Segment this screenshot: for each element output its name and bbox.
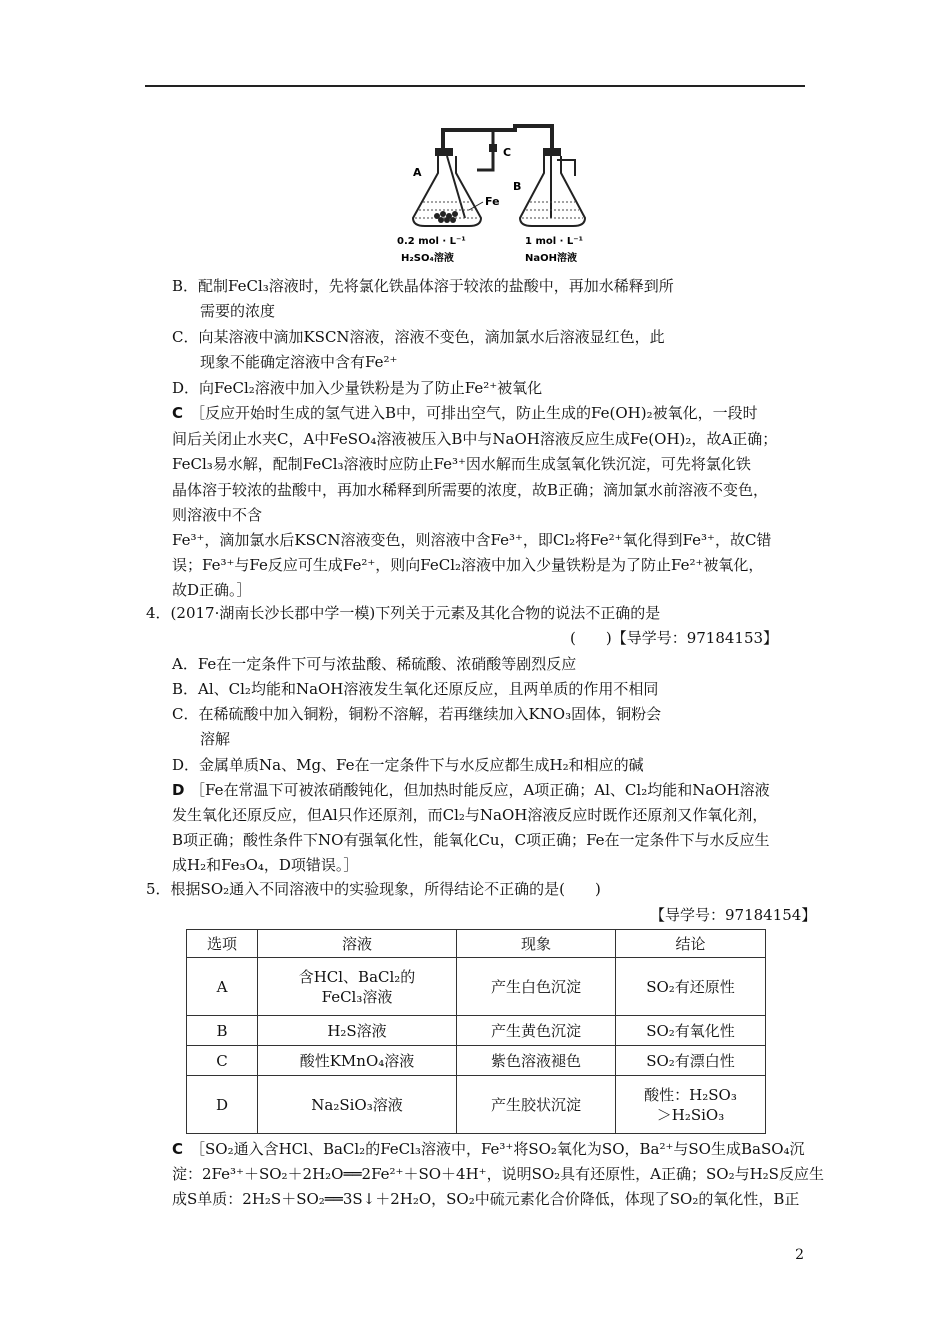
cell-solution (258, 958, 457, 1016)
liquid-b (522, 202, 583, 218)
q3-answer-line7: 误；Fe³⁺与Fe反应可生成Fe²⁺，则向FeCl₂溶液中加入少量铁粉是为了防止Fe²⁺被氧化， (172, 556, 764, 574)
cell-conclusion (616, 1076, 766, 1134)
cell-solution: H₂S溶液 (258, 1016, 457, 1046)
q3-answer-letter: C (172, 404, 184, 422)
header-rule (145, 85, 805, 87)
label-a: A (413, 166, 422, 179)
q4-option-b: B．Al、Cl₂均能和NaOH溶液发生氧化还原反应，且两单质的作用不相同 (172, 680, 659, 698)
q5-answer-line3: 成S单质：2H₂S＋SO₂══3S↓＋2H₂O，SO₂中硫元素化合价降低，体现了SO₂的氧化性，B正 (172, 1190, 800, 1208)
label-fe: Fe (485, 195, 500, 208)
connecting-tube (443, 126, 552, 148)
q4-answer-line3: B项正确；酸性条件下NO有强氧化性，能氧化Cu，C项正确；Fe在一定条件下与水反应生 (172, 831, 770, 849)
cell-phenomenon: 产生胶状沉淀 (457, 1076, 616, 1134)
cell-phenomenon: 产生白色沉淀 (457, 958, 616, 1016)
q4-option-c-line2: 溶解 (200, 730, 231, 748)
header-conclusion: 结论 (616, 930, 766, 958)
q4-blank-ref: ( )【导学号：97184153】 (570, 629, 779, 647)
cell-solution: Na₂SiO₃溶液 (258, 1076, 457, 1134)
cell-conclusion-line2: ＞H₂SiO₃ (656, 1105, 725, 1124)
q4-answer-line2: 发生氧化还原反应，但Al只作还原剂，而Cl₂与NaOH溶液反应时既作还原剂又作氧化剂， (172, 806, 768, 824)
q5-answer-line1: ［SO₂通入含HCl、BaCl₂的FeCl₃溶液中，Fe³⁺将SO₂氧化为SO，Ba²⁺与SO生成BaSO₄沉 (190, 1140, 805, 1158)
cell-conclusion: SO₂有还原性 (616, 958, 766, 1016)
iron-pieces (434, 211, 458, 223)
outlet-b (557, 160, 575, 176)
q5-stem: 5．根据SO₂通入不同溶液中的实验现象，所得结论不正确的是( ) (146, 880, 601, 898)
table-row (187, 958, 766, 1016)
table-header-row (187, 930, 766, 958)
cell-phenomenon: 产生黄色沉淀 (457, 1016, 616, 1046)
cell-phenomenon: 紫色溶液褪色 (457, 1046, 616, 1076)
q4-answer-line4: 成H₂和Fe₃O₄，D项错误。］ (172, 856, 359, 874)
header-phenomenon: 现象 (457, 930, 616, 958)
stopper-a (435, 148, 453, 156)
apparatus-figure (385, 118, 615, 270)
cell-conclusion-line1: 酸性：H₂SO₃ (644, 1085, 737, 1104)
q3-option-c-line2: 现象不能确定溶液中含有Fe²⁺ (200, 353, 398, 371)
q4-answer-line1: ［Fe在常温下可被浓硝酸钝化，但加热时能反应，A项正确；Al、Cl₂均能和NaOH溶液 (190, 781, 770, 799)
table-row (187, 1046, 766, 1076)
q5-table (186, 929, 766, 1134)
q3-answer-line6: Fe³⁺，滴加氯水后KSCN溶液变色，则溶液中含Fe³⁺，即Cl₂将Fe²⁺氧化得到Fe³⁺，故C错 (172, 531, 772, 549)
page-number: 2 (795, 1247, 804, 1263)
table-row (187, 1016, 766, 1046)
q5-ref: 【导学号：97184154】 (650, 906, 817, 924)
q4-stem: 4．(2017·湖南长沙长郡中学一模)下列关于元素及其化合物的说法不正确的是 (146, 604, 661, 622)
q3-option-c-line1: C．向某溶液中滴加KSCN溶液，溶液不变色，滴加氯水后溶液显红色，此 (172, 328, 665, 346)
right-concentration: 1 mol · L⁻¹ (525, 236, 583, 247)
q3-answer-line5: 则溶液中不含 (172, 506, 263, 524)
cell-option: A (187, 958, 258, 1016)
right-solution: NaOH溶液 (525, 253, 577, 264)
label-c: C (503, 146, 512, 159)
label-b: B (513, 180, 522, 193)
cell-conclusion: SO₂有漂白性 (616, 1046, 766, 1076)
table-row (187, 1076, 766, 1134)
cell-solution: 酸性KMnO₄溶液 (258, 1046, 457, 1076)
q3-option-b-line1: B．配制FeCl₃溶液时，先将氯化铁晶体溶于较浓的盐酸中，再加水稀释到所 (172, 277, 674, 295)
cell-solution-line2: FeCl₃溶液 (321, 987, 393, 1006)
q3-answer-line4: 晶体溶于较浓的盐酸中，再加水稀释到所需要的浓度，故B正确；滴加氯水前溶液不变色， (172, 481, 769, 499)
q4-option-a: A．Fe在一定条件下可与浓盐酸、稀硫酸、浓硝酸等剧烈反应 (172, 655, 577, 673)
left-solution: H₂SO₄溶液 (401, 253, 454, 264)
q3-answer-line8: 故D正确。］ (172, 581, 252, 599)
q3-answer-line3: FeCl₃易水解，配制FeCl₃溶液时应防止Fe³⁺因水解而生成氢氧化铁沉淀，可先将氯化铁 (172, 455, 751, 473)
cell-option: D (187, 1076, 258, 1134)
clamp-c-icon (489, 144, 497, 152)
cell-conclusion: SO₂有氧化性 (616, 1016, 766, 1046)
cell-option: C (187, 1046, 258, 1076)
q3-answer-line1: ［反应开始时生成的氢气进入B中，可排出空气，防止生成的Fe(OH)₂被氧化，一段时 (190, 404, 758, 422)
q4-option-d: D．金属单质Na、Mg、Fe在一定条件下与水反应都生成H₂和相应的碱 (172, 756, 644, 774)
left-concentration: 0.2 mol · L⁻¹ (397, 236, 466, 247)
cell-option: B (187, 1016, 258, 1046)
header-solution: 溶液 (258, 930, 457, 958)
cell-solution-line1: 含HCl、BaCl₂的 (298, 967, 416, 986)
header-option: 选项 (187, 930, 258, 958)
q4-option-c-line1: C．在稀硫酸中加入铜粉，铜粉不溶解，若再继续加入KNO₃固体，铜粉会 (172, 705, 662, 723)
q5-answer-letter: C (172, 1140, 184, 1158)
q3-answer-line2: 间后关闭止水夹C，A中FeSO₄溶液被压入B中与NaOH溶液反应生成Fe(OH)₂，故A正确； (172, 430, 778, 448)
q4-answer-letter: D (172, 781, 185, 799)
q5-answer-line2: 淀：2Fe³⁺＋SO₂＋2H₂O══2Fe²⁺＋SO＋4H⁺，说明SO₂具有还原性，A正确；SO₂与H₂S反应生 (172, 1165, 824, 1183)
q3-option-b-line2: 需要的浓度 (200, 302, 276, 320)
stopper-b (543, 148, 561, 156)
q3-option-d: D．向FeCl₂溶液中加入少量铁粉是为了防止Fe²⁺被氧化 (172, 379, 543, 397)
